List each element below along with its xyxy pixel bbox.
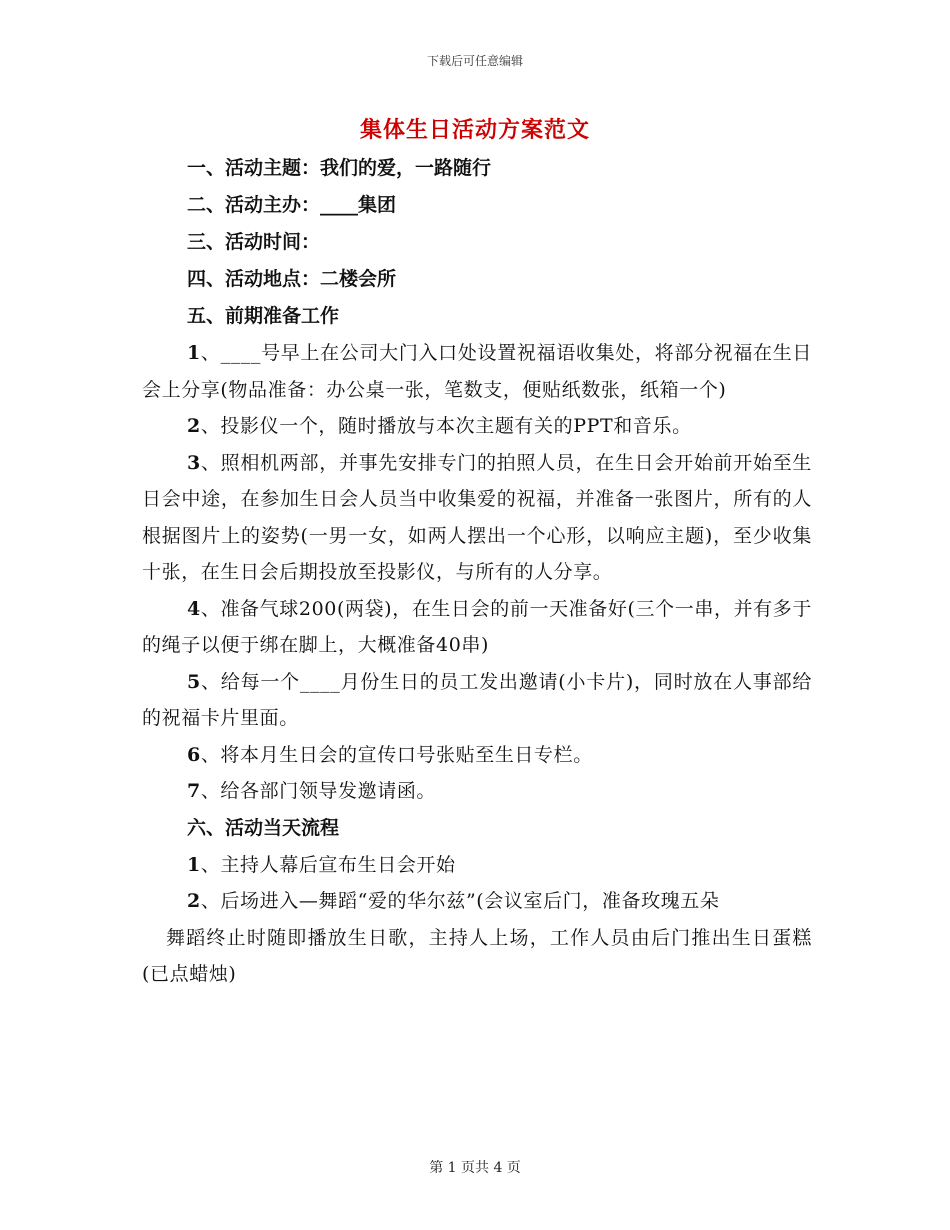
document-body [142,150,812,993]
prep-item: 3、照相机两部，并事先安排专门的拍照人员，在生日会开始前开始至生日会中途，在参加生日会人员当中收集爱的祝福，并准备一张图片，所有的人根据图片上的姿势(一男一女，如两人摆出一个心形，以响应主题)，至少收集十张，在生日会后期投放至投影仪，与所有的人分享。 [142,451,812,583]
prep-item: 7、给各部门领导发邀请函。 [187,780,437,802]
flow-item: 2、后场进入—舞蹈“爱的华尔兹”(会议室后门，准备玫瑰五朵 [187,890,720,912]
section-heading-organizer: 二、活动主办：____集团 [187,194,397,216]
prep-item: 6、将本月生日会的宣传口号张贴至生日专栏。 [187,743,593,766]
prep-item: 4、准备气球200(两袋)，在生日会的前一天准备好(三个一串，并有多于的绳子以便于绑在脚上，大概准备40串) [142,597,812,656]
flow-item: 1、主持人幕后宣布生日会开始 [187,853,456,876]
section-heading-preparation: 五、前期准备工作 [187,305,340,327]
flow-item-continuation: 舞蹈终止时随即播放生日歌，主持人上场，工作人员由后门推出生日蛋糕(已点蜡烛) [142,926,812,985]
page-footer: 第 1 页共 4 页 [429,1160,521,1176]
page-header: 下载后可任意编辑 [426,54,523,68]
section-heading-location: 四、活动地点：二楼会所 [187,268,397,290]
section-heading-flow: 六、活动当天流程 [187,816,340,839]
prep-item: 5、给每一个____月份生日的员工发出邀请(小卡片)，同时放在人事部给的祝福卡片里面。 [142,670,812,729]
section-heading-time: 三、活动时间： [187,231,321,253]
section-heading-theme: 一、活动主题：我们的爱，一路随行 [187,157,492,179]
document-title: 集体生日活动方案范文 [359,117,590,143]
prep-item: 2、投影仪一个，随时播放与本次主题有关的PPT和音乐。 [187,415,692,437]
prep-item: 1、____号早上在公司大门入口处设置祝福语收集处，将部分祝福在生日会上分享(物品准备：办公桌一张，笔数支，便贴纸数张，纸箱一个) [142,342,812,401]
